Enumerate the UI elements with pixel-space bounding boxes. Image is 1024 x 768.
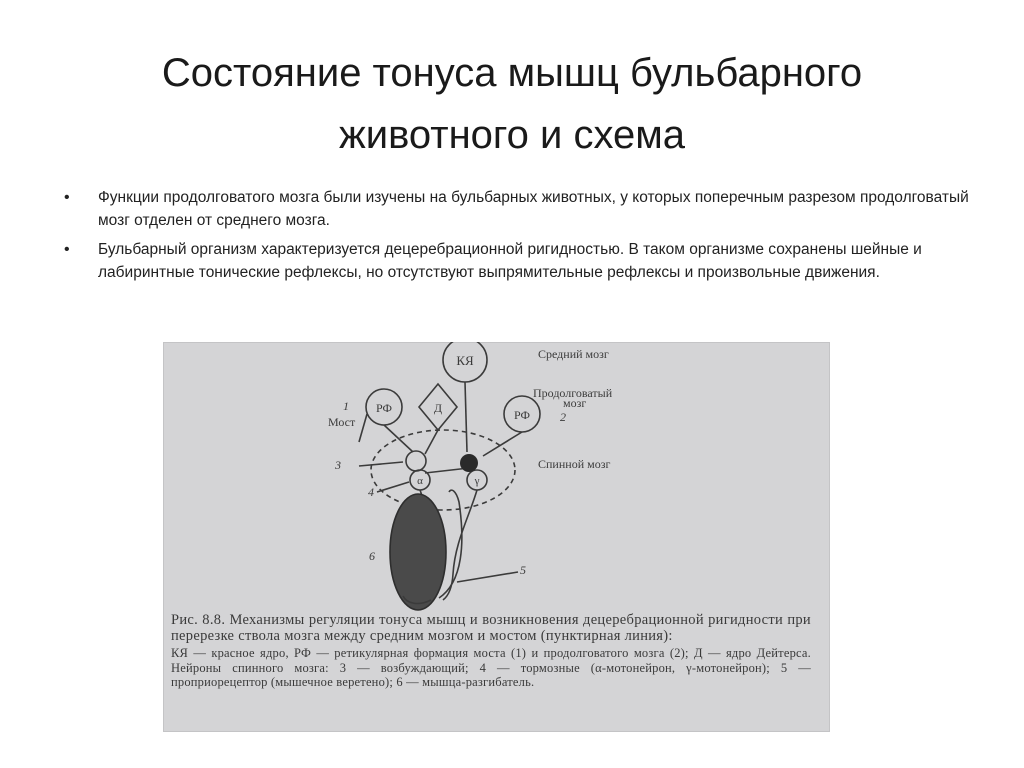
region-label-medulla: мозг <box>563 396 587 410</box>
bullet-dot: • <box>64 241 70 258</box>
number-label: 3 <box>335 458 341 472</box>
bullet-text: Функции продолговатого мозга были изучены на бульбарных животных, у которых поперечным разрезом продолговатый мозг отделен от среднего мозга. <box>98 189 969 229</box>
number-label: 5 <box>520 563 526 577</box>
bullet-text: Бульбарный организм характеризуется децеребрационной ригидностью. В таком организме сохранены шейные и лабиринтные тонические рефлексы, но отсутствуют выпрямительные рефлексы и произвольные движения. <box>98 241 922 281</box>
slide-title-line-1: Состояние тонуса мышц бульбарного <box>161 51 863 95</box>
extensor-muscle <box>390 494 446 610</box>
pathway <box>416 470 419 471</box>
number-label: 1 <box>343 399 349 413</box>
leader-line <box>377 482 409 492</box>
spinal-cord-outline <box>371 430 515 510</box>
node-label-gamma: γ <box>474 475 480 487</box>
pathway <box>465 382 467 452</box>
slide-title <box>60 42 964 166</box>
leader-line <box>457 572 518 582</box>
bullet-list <box>64 186 984 290</box>
node-label-rf-right: РФ <box>514 408 530 422</box>
node-label-rf-left: РФ <box>376 401 392 415</box>
node-label-d: Д <box>433 401 443 415</box>
caption-title: Рис. 8.8. Механизмы регуляции тонуса мышц и возникновения децеребрационной ригидности при перерезке ствола мозга между средним мозгом и мостом (пунктирная линия): <box>171 612 811 644</box>
leader-line <box>359 414 367 442</box>
node-label-alpha: α <box>417 475 423 487</box>
number-label: 6 <box>369 549 375 563</box>
bullet-dot: • <box>64 189 70 206</box>
region-label-spinal-cord: Спинной мозг <box>538 457 611 471</box>
excitatory-neuron <box>406 451 426 471</box>
slide-title-line-2: животного и схема <box>339 113 685 157</box>
region-label-medulla: Продолговатый <box>533 386 613 400</box>
bullet-item <box>64 186 984 232</box>
pathway <box>483 432 522 456</box>
figure-caption <box>171 612 811 690</box>
textbook-figure <box>163 342 830 732</box>
number-label: 4 <box>368 485 374 499</box>
pathway <box>384 425 413 452</box>
bullet-item <box>64 238 984 284</box>
leader-line <box>359 462 403 466</box>
excitatory-neuron-filled <box>460 454 478 472</box>
pathway <box>425 430 438 454</box>
region-label-pons: Мост <box>328 415 356 429</box>
region-label-midbrain: Средний мозг <box>538 347 609 361</box>
caption-legend: КЯ — красное ядро, РФ — ретикулярная формация моста (1) и продолговатого мозга (2); Д — ядро Дейтерса. Нейроны спинного мозга: 3 — возбуждающий; 4 — тормозные (α-мотонейрон, γ-мотонейрон); 5 — проприорецептор (мышечное веретено); 6 — мышца-разгибатель. <box>171 646 811 689</box>
node-label-ky: КЯ <box>456 353 474 368</box>
number-label: 2 <box>560 410 566 424</box>
